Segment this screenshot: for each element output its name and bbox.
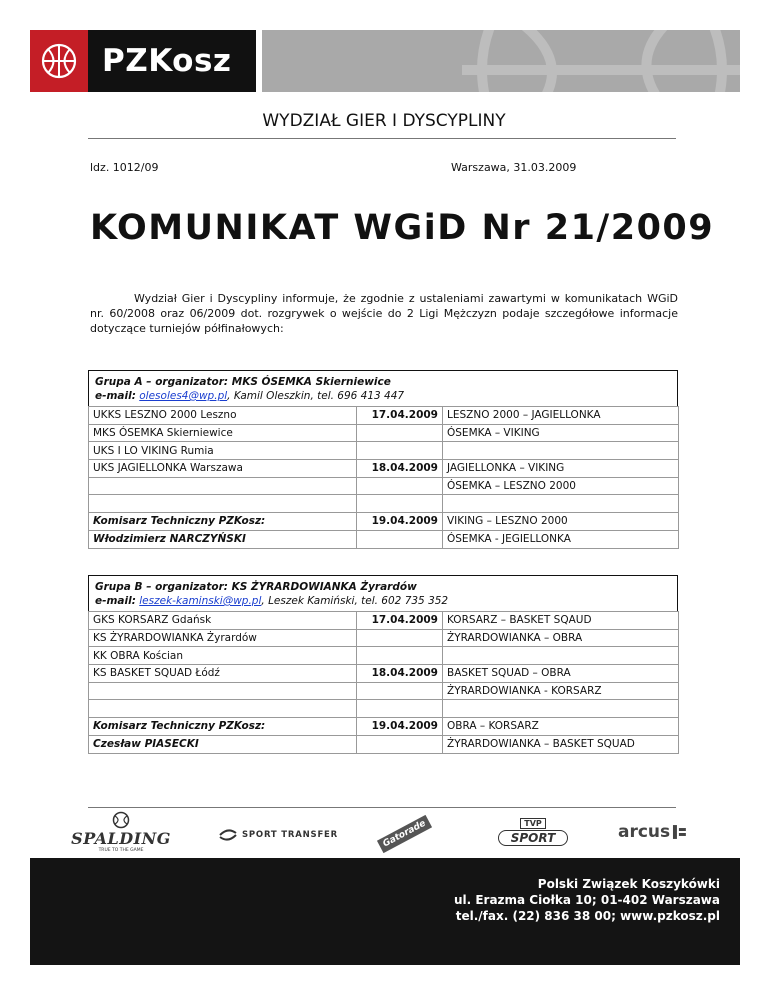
department-title: WYDZIAŁ GIER I DYSCYPLINY xyxy=(262,111,506,131)
arcus-mark-icon xyxy=(670,823,688,841)
table-row xyxy=(89,718,679,736)
match-cell xyxy=(443,495,679,513)
intro-paragraph: Wydział Gier i Dyscypliny informuje, że zgodnie z ustaleniami zawartymi w komunikatach WGiD nr. 60/2008 oraz 06/2009 dot. rozgrywek o wejście do 2 Ligi Mężczyzn podaje szczegółowe informacje dotyczące turniejów półfinałowych: xyxy=(90,292,678,335)
footer-contact: tel./fax. (22) 836 38 00; www.pzkosz.pl xyxy=(455,909,720,923)
table-row xyxy=(89,735,679,753)
group-b-heading: Grupa B – organizator: KS ŻYRARDOWIANKA Żyrardów xyxy=(95,581,417,593)
spalding-ball-icon xyxy=(112,811,130,829)
team-cell: UKKS LESZNO 2000 Leszno xyxy=(89,407,357,425)
spalding-tagline: TRUE TO THE GAME xyxy=(98,848,144,853)
match-cell: LESZNO 2000 – JAGIELLONKA xyxy=(443,407,679,425)
brand-name: PZKosz xyxy=(102,43,232,79)
sport-transfer-icon xyxy=(218,827,238,843)
team-cell: KK OBRA Kościan xyxy=(89,647,357,665)
group-b-contact xyxy=(95,594,671,608)
date-cell xyxy=(357,629,443,647)
team-cell xyxy=(89,700,357,718)
match-cell: OBRA – KORSARZ xyxy=(443,718,679,736)
match-cell: ÓSEMKA – VIKING xyxy=(443,424,679,442)
match-cell: ÓSEMKA – LESZNO 2000 xyxy=(443,477,679,495)
match-cell: ÓSEMKA - JEGIELLONKA xyxy=(443,530,679,548)
date-cell xyxy=(357,682,443,700)
date-cell xyxy=(357,495,443,513)
divider xyxy=(88,138,676,139)
team-cell xyxy=(89,495,357,513)
footer-address xyxy=(454,876,720,924)
team-cell: Komisarz Techniczny PZKosz: xyxy=(89,718,357,736)
gatorade-name: Gatorade xyxy=(377,815,432,853)
tvp-sport-name: SPORT xyxy=(498,830,569,846)
arcus-logo xyxy=(618,820,688,844)
email-label: e-mail: xyxy=(95,390,136,402)
gatorade-logo xyxy=(376,814,434,854)
group-a-heading: Grupa A – organizator: MKS ÓSEMKA Skierniewice xyxy=(95,376,391,388)
match-cell xyxy=(443,442,679,460)
group-a-contact xyxy=(95,389,671,403)
group-b-table xyxy=(88,611,679,754)
group-b-contact-person: , Leszek Kamiński, tel. 602 735 352 xyxy=(261,595,449,607)
pzkosz-logo xyxy=(30,30,256,92)
divider xyxy=(88,807,676,808)
match-cell: ŻYRARDOWIANKA - KORSARZ xyxy=(443,682,679,700)
spalding-logo xyxy=(71,808,171,856)
team-cell: Czesław PIASECKI xyxy=(89,735,357,753)
tvp-sport-logo xyxy=(488,815,578,849)
document-title: KOMUNIKAT WGiD Nr 21/2009 xyxy=(90,208,715,248)
team-cell: Komisarz Techniczny PZKosz: xyxy=(89,513,357,531)
letterhead xyxy=(0,30,768,92)
table-row xyxy=(89,477,679,495)
match-cell: KORSARZ – BASKET SQAUD xyxy=(443,612,679,630)
group-b-header xyxy=(88,575,678,611)
group-b-email-link[interactable]: leszek-kaminski@wp.pl xyxy=(139,595,262,607)
match-cell: ŻYRARDOWIANKA – BASKET SQUAD xyxy=(443,735,679,753)
date-cell xyxy=(357,700,443,718)
table-row xyxy=(89,407,679,425)
date-cell xyxy=(357,477,443,495)
footer-street: ul. Erazma Ciołka 10; 01-402 Warszawa xyxy=(453,893,720,907)
date-cell: 17.04.2009 xyxy=(357,612,443,630)
table-row xyxy=(89,647,679,665)
date-cell xyxy=(357,647,443,665)
sport-transfer-name: SPORT TRANSFER xyxy=(241,830,338,840)
group-a-table xyxy=(88,406,679,549)
spalding-name: SPALDING xyxy=(71,829,171,848)
date-cell xyxy=(357,735,443,753)
team-cell: UKS I LO VIKING Rumia xyxy=(89,442,357,460)
table-row xyxy=(89,682,679,700)
group-a-header xyxy=(88,370,678,406)
table-row xyxy=(89,442,679,460)
match-cell xyxy=(443,700,679,718)
match-cell: BASKET SQUAD – OBRA xyxy=(443,665,679,683)
date-cell: 18.04.2009 xyxy=(357,665,443,683)
table-row xyxy=(89,665,679,683)
table-row xyxy=(89,700,679,718)
footer xyxy=(30,858,740,965)
team-cell: UKS JAGIELLONKA Warszawa xyxy=(89,460,357,478)
tvp-name: TVP xyxy=(520,818,546,829)
email-label: e-mail: xyxy=(95,595,136,607)
table-row xyxy=(89,530,679,548)
date-cell: 17.04.2009 xyxy=(357,407,443,425)
footer-org-name: Polski Związek Koszykówki xyxy=(537,877,720,891)
header-banner xyxy=(262,30,740,92)
match-cell: VIKING – LESZNO 2000 xyxy=(443,513,679,531)
match-cell: ŻYRARDOWIANKA – OBRA xyxy=(443,629,679,647)
team-cell: Włodzimierz NARCZYŃSKI xyxy=(89,530,357,548)
group-a-contact-person: , Kamil Oleszkin, tel. 696 413 447 xyxy=(227,390,405,402)
date-cell: 19.04.2009 xyxy=(357,513,443,531)
team-cell: KS ŻYRARDOWIANKA Żyrardów xyxy=(89,629,357,647)
date-cell xyxy=(357,530,443,548)
table-row xyxy=(89,424,679,442)
sport-transfer-logo xyxy=(214,825,342,845)
table-row xyxy=(89,460,679,478)
table-row xyxy=(89,629,679,647)
date-cell xyxy=(357,424,443,442)
team-cell: KS BASKET SQUAD Łódź xyxy=(89,665,357,683)
team-cell xyxy=(89,477,357,495)
date-cell: 19.04.2009 xyxy=(357,718,443,736)
date-cell: 18.04.2009 xyxy=(357,460,443,478)
place-date: Warszawa, 31.03.2009 xyxy=(451,161,577,174)
arcus-name: arcus xyxy=(618,822,671,842)
basketball-icon xyxy=(30,30,88,92)
team-cell xyxy=(89,682,357,700)
group-a xyxy=(88,370,678,549)
table-row xyxy=(89,513,679,531)
group-b xyxy=(88,575,678,754)
table-row xyxy=(89,612,679,630)
team-cell: MKS ÓSEMKA Skierniewice xyxy=(89,424,357,442)
match-cell: JAGIELLONKA – VIKING xyxy=(443,460,679,478)
date-cell xyxy=(357,442,443,460)
match-cell xyxy=(443,647,679,665)
reference-number: ldz. 1012/09 xyxy=(90,161,159,174)
team-cell: GKS KORSARZ Gdańsk xyxy=(89,612,357,630)
table-row xyxy=(89,495,679,513)
group-a-email-link[interactable]: olesoles4@wp.pl xyxy=(139,390,228,402)
